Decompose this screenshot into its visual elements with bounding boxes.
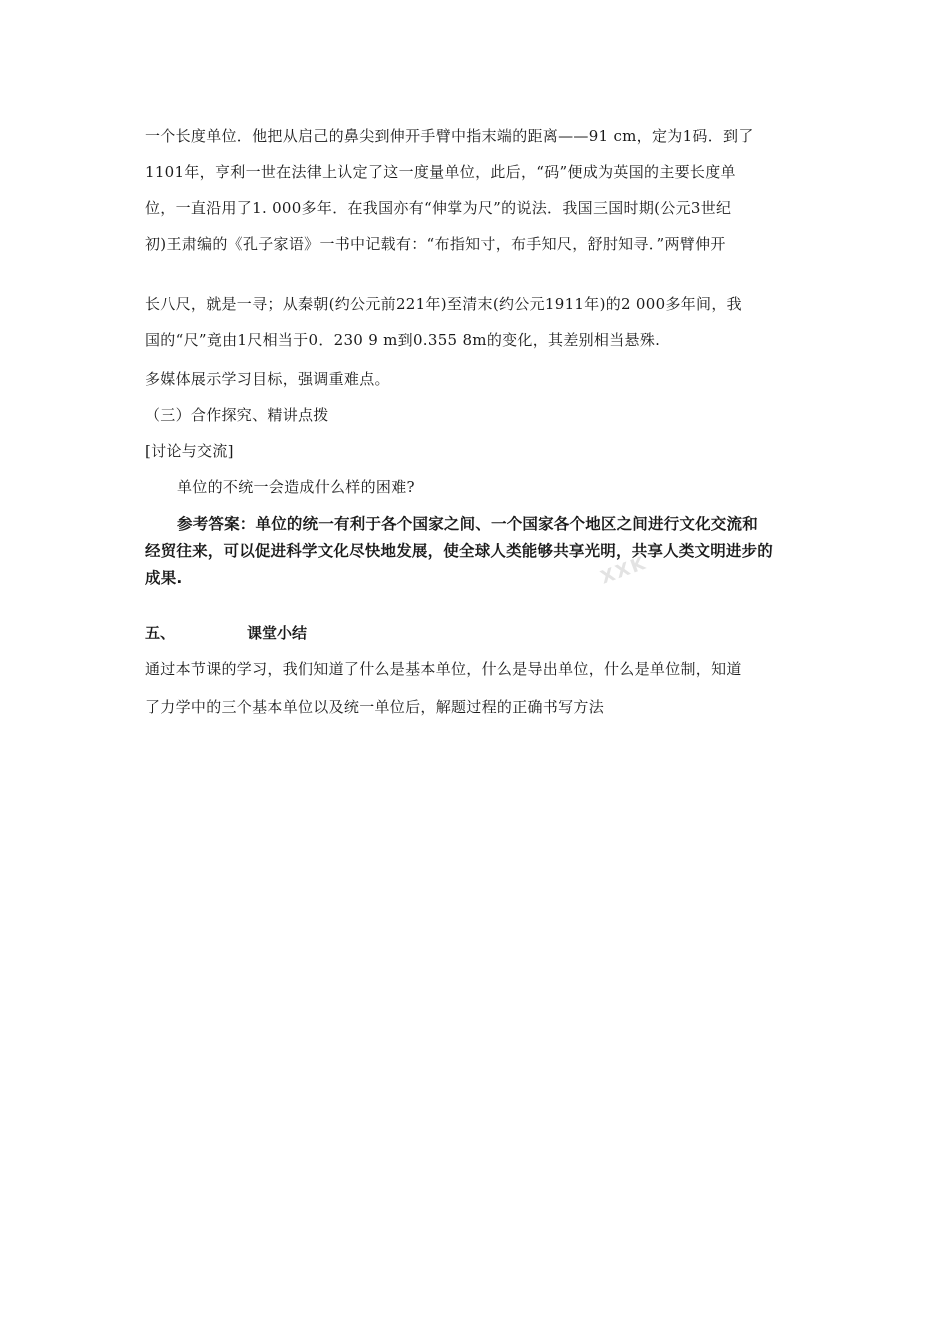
paragraph-line: 国的“尺”竟由1尺相当于0．230 9 m到0.355 8m的变化，其差别相当悬殊. <box>145 331 661 349</box>
paragraph-line: 一个长度单位．他把从启己的鼻尖到伸开手臂中指末端的距离——91 cm，定为1码．到了 <box>145 127 754 145</box>
section-five-title: 课堂小结 <box>247 624 308 642</box>
discussion-question: 单位的不统一会造成什么样的困难? <box>177 478 415 496</box>
paragraph-line: 位，一直沿用了1. 000多年．在我国亦有“伸掌为尺”的说法．我国三国时期(公元3世纪 <box>145 199 732 217</box>
section-three-heading: （三）合作探究、精讲点拨 <box>145 406 329 424</box>
paragraph-line: 长八尺，就是一寻；从秦朝(约公元前221年)至清末(约公元1911年)的2 000多年间，我 <box>145 295 742 313</box>
watermark: XXK <box>597 552 650 589</box>
answer-line: 成果. <box>145 569 183 587</box>
answer-line: 参考答案：单位的统一有利于各个国家之间、一个国家各个地区之间进行文化交流和 <box>177 515 758 533</box>
paragraph-line: 1101年，亨利一世在法律上认定了这一度量单位，此后，“码”便成为英国的主要长度单 <box>145 163 736 181</box>
paragraph-line: 初)王肃编的《孔子家语》一书中记载有：“布指知寸，布手知尺，舒肘知寻．”两臂伸开 <box>145 235 726 253</box>
discussion-label: [讨论与交流] <box>145 442 234 460</box>
answer-line: 经贸往来，可以促进科学文化尽快地发展，使全球人类能够共享光明，共享人类文明进步的 <box>145 542 774 560</box>
summary-line: 了力学中的三个基本单位以及统一单位后，解题过程的正确书写方法 <box>145 698 605 716</box>
summary-line: 通过本节课的学习，我们知道了什么是基本单位，什么是导出单位，什么是单位制，知道 <box>145 660 742 678</box>
section-five-number: 五、 <box>145 624 176 642</box>
multimedia-note: 多媒体展示学习目标，强调重难点。 <box>145 370 390 388</box>
